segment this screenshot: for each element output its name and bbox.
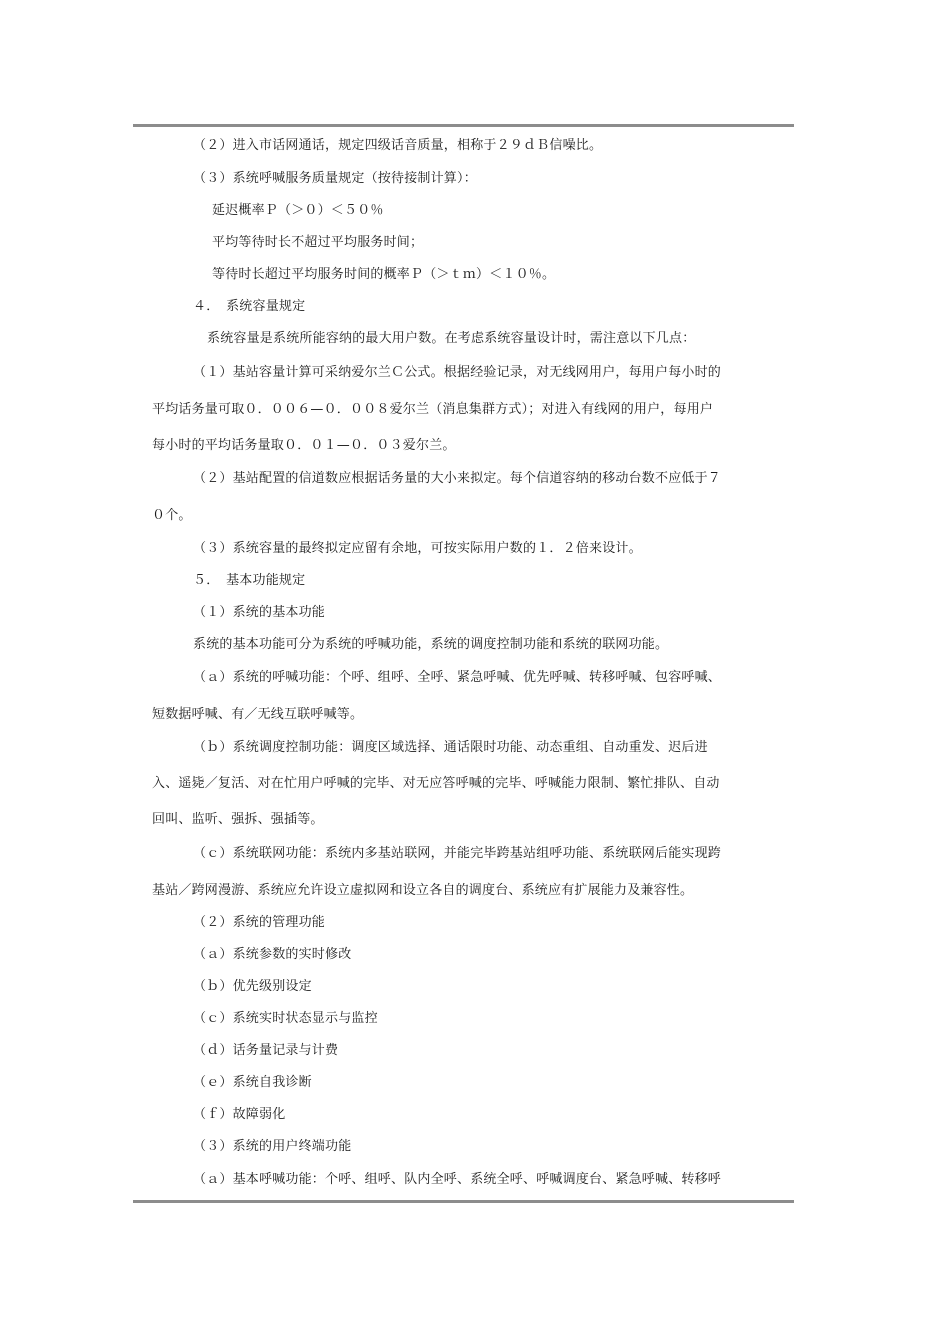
footer-rule xyxy=(133,1200,794,1203)
text-line: 每小时的平均话务量取０．０１—０．０３爱尔兰。 xyxy=(152,438,456,453)
text-line: （ｅ）系统自我诊断 xyxy=(193,1075,312,1090)
text-line: （ｃ）系统联网功能：系统内多基站联网，并能完毕跨基站组呼功能、系统联网后能实现跨 xyxy=(193,846,722,861)
text-line: （２）基站配置的信道数应根据话务量的大小来拟定。每个信道容纳的移动台数不应低于７ xyxy=(193,471,722,486)
text-line: 延迟概率Ｐ（＞０）＜５０％ xyxy=(212,203,384,218)
text-line: 回叫、监听、强拆、强插等。 xyxy=(152,812,324,827)
text-line: （２）进入市话网通话，规定四级话音质量，相称于２９ｄＢ信噪比。 xyxy=(193,138,603,153)
text-line: （３）系统呼喊服务质量规定（按待接制计算）： xyxy=(193,171,477,186)
text-line: （ａ）系统的呼喊功能：个呼、组呼、全呼、紧急呼喊、优先呼喊、转移呼喊、包容呼喊、 xyxy=(193,670,722,685)
text-line: （ｃ）系统实时状态显示与监控 xyxy=(193,1011,378,1026)
text-line: 短数据呼喊、有／无线互联呼喊等。 xyxy=(152,707,364,722)
header-rule xyxy=(133,124,794,127)
text-line: （ｂ）系统调度控制功能：调度区域选择、通话限时功能、动态重组、自动重发、迟后进 xyxy=(193,740,708,755)
text-line: （ｆ）故障弱化 xyxy=(193,1107,286,1122)
text-line: 基站／跨网漫游、系统应允许设立虚拟网和设立各自的调度台、系统应有扩展能力及兼容性。 xyxy=(152,883,694,898)
text-line: 平均等待时长不超过平均服务时间； xyxy=(212,235,424,250)
text-line: ０个。 xyxy=(152,508,192,523)
text-line: （１）系统的基本功能 xyxy=(193,605,326,620)
text-line: 入、遥毙／复活、对在忙用户呼喊的完毕、对无应答呼喊的完毕、呼喊能力限制、繁忙排队、自动 xyxy=(152,776,720,791)
text-line: ５． 基本功能规定 xyxy=(193,573,306,588)
text-line: 平均话务量可取０．００６—０．００８爱尔兰（消息集群方式）；对进入有线网的用户，每用户 xyxy=(152,402,714,417)
text-line: （３）系统的用户终端功能 xyxy=(193,1139,352,1154)
text-line: （１）基站容量计算可采纳爱尔兰Ｃ公式。根据经验记录，对无线网用户，每用户每小时的 xyxy=(193,365,722,380)
text-line: （３）系统容量的最终拟定应留有余地，可按实际用户数的１．２倍来设计。 xyxy=(193,541,642,556)
text-line: 系统容量是系统所能容纳的最大用户数。在考虑系统容量设计时，需注意以下几点： xyxy=(207,331,696,346)
text-line: （ｂ）优先级别设定 xyxy=(193,979,312,994)
text-line: （ａ）基本呼喊功能：个呼、组呼、队内全呼、系统全呼、呼喊调度台、紧急呼喊、转移呼 xyxy=(193,1172,722,1187)
text-line: （２）系统的管理功能 xyxy=(193,915,326,930)
text-line: 等待时长超过平均服务时间的概率Ｐ（＞ｔｍ）＜１０％。 xyxy=(212,267,556,282)
text-line: 系统的基本功能可分为系统的呼喊功能，系统的调度控制功能和系统的联网功能。 xyxy=(193,637,669,652)
text-line: （ｄ）话务量记录与计费 xyxy=(193,1043,339,1058)
text-line: （ａ）系统参数的实时修改 xyxy=(193,947,352,962)
text-line: ４． 系统容量规定 xyxy=(193,299,306,314)
